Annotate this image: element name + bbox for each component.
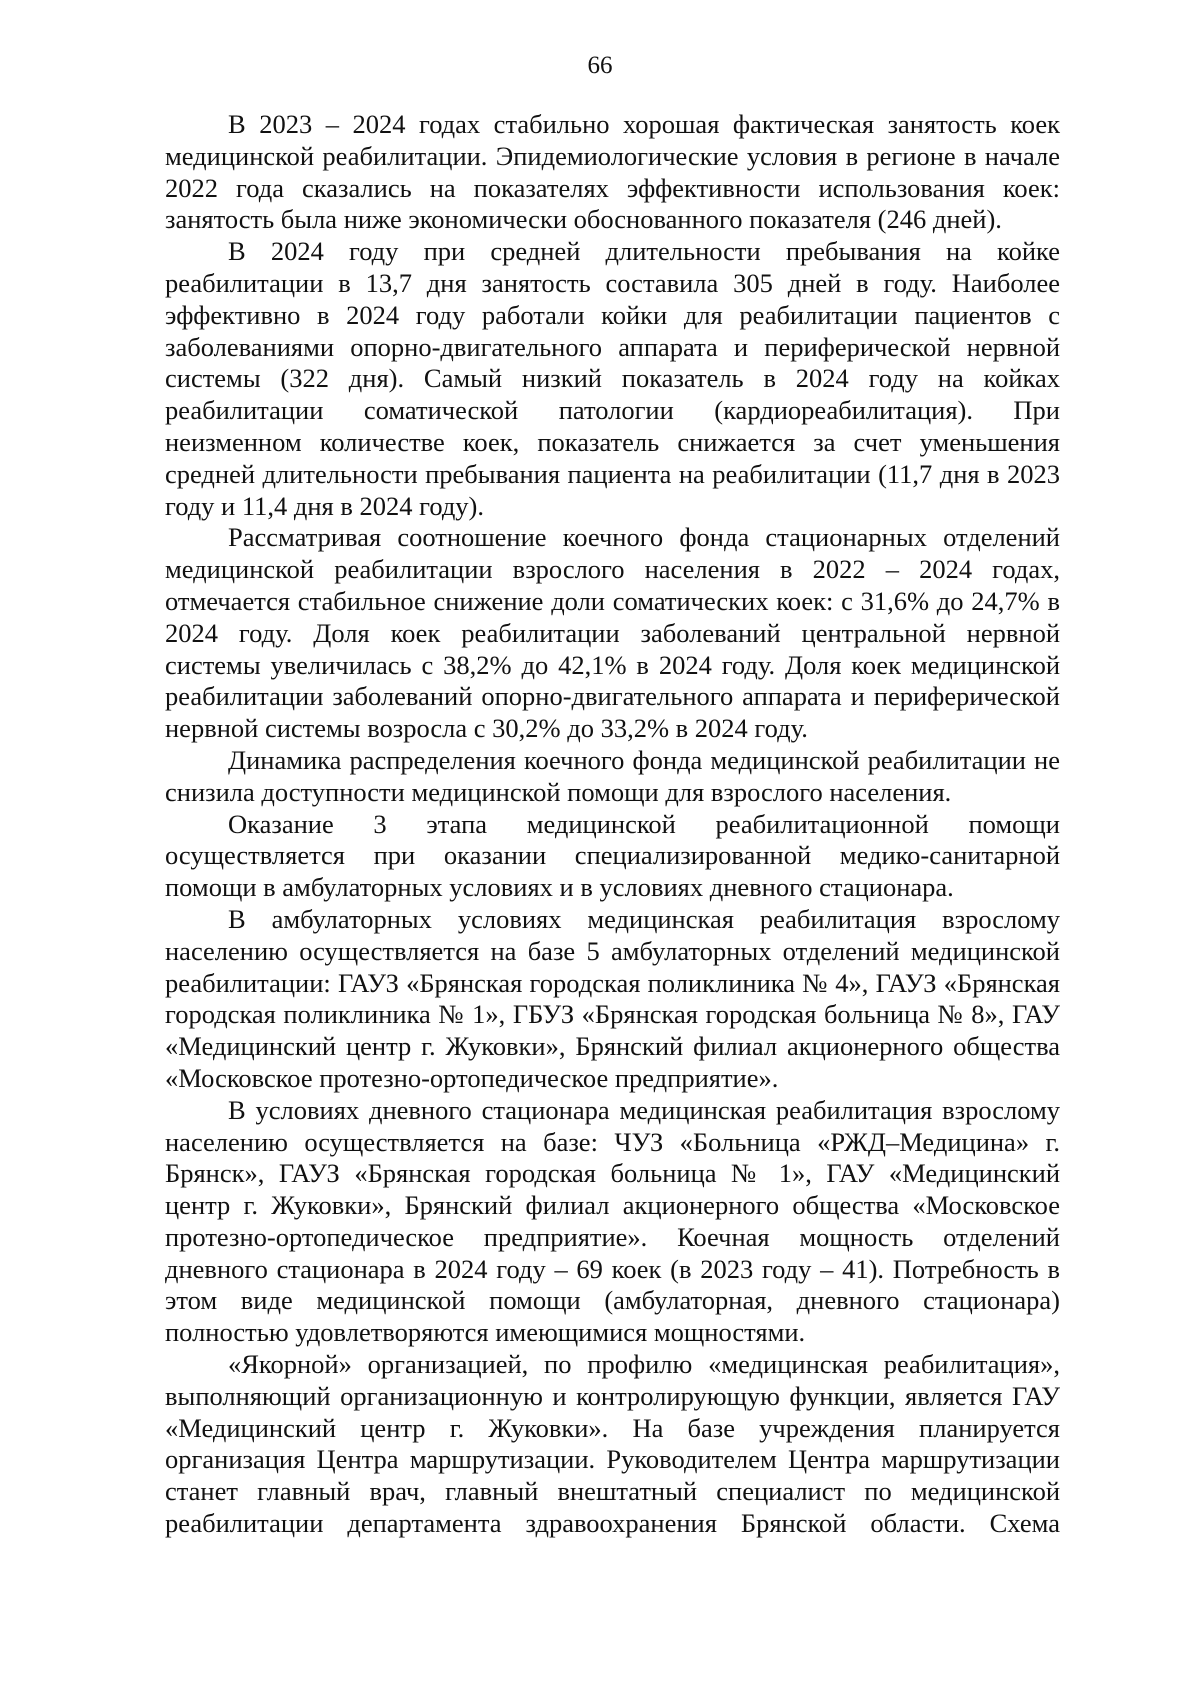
page-number: 66 — [587, 52, 613, 79]
paragraph-2024-occupancy: В 2024 году при средней длительности пребывания на койке реабилитации в 13,7 дня занятость составила 305 дней в году. Наиболее эффективно в 2024 году работали койки для реабилитации пациентов с заболеваниями опорно-двигательного аппарата и периферической нервной системы (322 дня). Самый низкий показатель в 2024 году на койках реабилитации соматической патологии (кардиореабилитация). При неизменном количестве коек, показатель снижается за счет уменьшения средней длительности пребывания пациента на реабилитации (11,7 дня в 2023 году и 11,4 дня в 2024 году). — [165, 236, 1060, 521]
paragraph-anchor-organization: «Якорной» организацией, по профилю «медицинская реабилитация», выполняющий организационную и контролирующую функции, является ГАУ «Медицинский центр г. Жуковки». На базе учреждения планируется организация Центра маршрутизации. Руководителем Центра маршрутизации станет главный врач, главный внештатный специалист по медицинской реабилитации департамента здравоохранения Брянской области. Схема — [165, 1349, 1060, 1539]
paragraph-outpatient: В амбулаторных условиях медицинская реабилитация взрослому населению осуществляется на базе 5 амбулаторных отделений медицинской реабилитации: ГАУЗ «Брянская городская поликлиника № 4», ГАУЗ «Брянская городская поликлиника № 1», ГБУЗ «Брянская городская больница № 8», ГАУ «Медицинский центр г. Жуковки», Брянский филиал акционерного общества «Московское протезно-ортопедическое предприятие». — [165, 903, 1060, 1093]
paragraph-bed-fund-ratio: Рассматривая соотношение коечного фонда стационарных отделений медицинской реабилитации взрослого населения в 2022 – 2024 годах, отмечается стабильное снижение доли соматических коек: с 31,6% до 24,7% в 2024 году. Доля коек реабилитации заболеваний центральной нервной системы увеличилась с 38,2% до 42,1% в 2024 году. Доля коек медицинской реабилитации заболеваний опорно-двигательного аппарата и периферической нервной системы возросла с 30,2% до 33,2% в 2024 году. — [165, 522, 1060, 744]
paragraph-bed-fund-dynamics: Динамика распределения коечного фонда медицинской реабилитации не снизила доступности медицинской помощи для взрослого населения. — [165, 744, 1060, 807]
paragraph-stage-3: Оказание 3 этапа медицинской реабилитационной помощи осуществляется при оказании специализированной медико-санитарной помощи в амбулаторных условиях и в условиях дневного стационара. — [165, 808, 1060, 903]
body-text — [165, 109, 1060, 1540]
paragraph-bed-occupancy: В 2023 – 2024 годах стабильно хорошая фактическая занятость коек медицинской реабилитации. Эпидемиологические условия в регионе в начале 2022 года сказались на показателях эффективности использования коек: занятость была ниже экономически обоснованного показателя (246 дней). — [165, 109, 1060, 235]
paragraph-day-hospital: В условиях дневного стационара медицинская реабилитация взрослому населению осуществляется на базе: ЧУЗ «Больница «РЖД–Медицина» г. Брянск», ГАУЗ «Брянская городская больница № 1», ГАУ «Медицинский центр г. Жуковки», Брянский филиал акционерного общества «Московское протезно-ортопедическое предприятие». Коечная мощность отделений дневного стационара в 2024 году – 69 коек (в 2023 году – 41). Потребность в этом виде медицинской помощи (амбулаторная, дневного стационара) полностью удовлетворяются имеющимися мощностями. — [165, 1094, 1060, 1348]
